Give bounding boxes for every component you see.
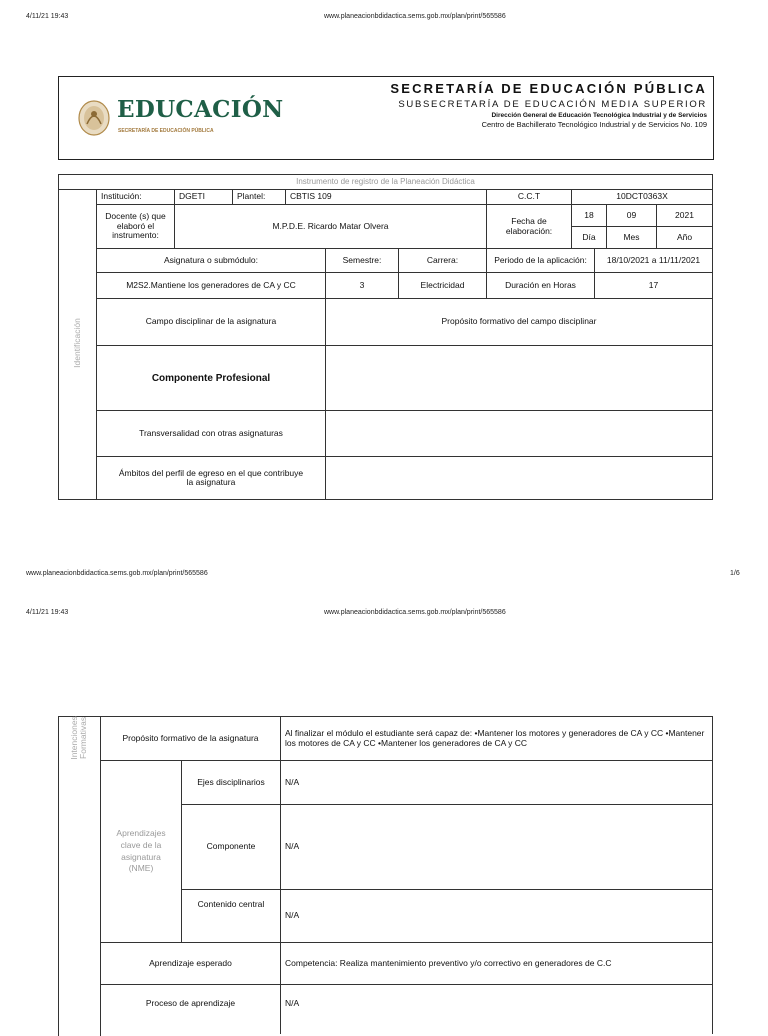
proposito-campo-label: Propósito formativo del campo disciplinar xyxy=(325,298,713,346)
header-direction: Dirección General de Educación Tecnológica Industrial y de Servicios xyxy=(491,112,707,119)
duracion-label: Duración en Horas xyxy=(486,272,595,299)
footer-url[interactable]: www.planeacionbdidactica.sems.gob.mx/plan/print/565586 xyxy=(26,570,208,577)
aprendizaje-esperado-label: Aprendizaje esperado xyxy=(100,942,281,985)
ambitos-label: Ámbitos del perfil de egreso en el que contribuye la asignatura xyxy=(96,456,326,500)
cct-value: 10DCT0363X xyxy=(571,189,713,205)
semestre-value: 3 xyxy=(325,272,399,299)
contenido-value: N/A xyxy=(280,889,713,943)
proposito-asignatura-value: Al finalizar el módulo el estudiante será capaz de: •Mantener los motores y generadores de CA y CC •Mantener los motores de CA y CC •Mantener los generadores de CA y CC xyxy=(280,716,713,761)
print-date-2: 4/11/21 19:43 xyxy=(26,609,69,616)
header-title: SECRETARÍA DE EDUCACIÓN PÚBLICA xyxy=(390,81,707,96)
proceso-value: N/A xyxy=(280,984,713,1034)
page-number: 1/6 xyxy=(730,570,740,577)
periodo-label: Periodo de la aplicación: xyxy=(486,248,595,273)
componente-label: Componente xyxy=(181,804,281,890)
institucion-value: DGETI xyxy=(174,189,233,205)
fecha-label: Fecha de elaboración: xyxy=(486,204,572,249)
asignatura-value: M2S2.Mantiene los generadores de CA y CC xyxy=(96,272,326,299)
logo-subtext: SECRETARÍA DE EDUCACIÓN PÚBLICA xyxy=(118,128,214,134)
campo-value: Componente Profesional xyxy=(96,345,326,411)
periodo-value: 18/10/2021 a 11/11/2021 xyxy=(594,248,713,273)
header-box xyxy=(58,76,714,160)
dia-label: Día xyxy=(571,226,607,249)
fecha-mes: 09 xyxy=(606,204,657,227)
institucion-label: Institución: xyxy=(96,189,175,205)
print-url-2[interactable]: www.planeacionbdidactica.sems.gob.mx/plan/print/565586 xyxy=(324,609,506,616)
form-caption: Instrumento de registro de la Planeación Didáctica xyxy=(58,174,713,190)
print-url[interactable]: www.planeacionbdidactica.sems.gob.mx/plan/print/565586 xyxy=(324,13,506,20)
anio-label: Año xyxy=(656,226,713,249)
carrera-label: Carrera: xyxy=(398,248,487,273)
duracion-value: 17 xyxy=(594,272,713,299)
campo-label: Campo disciplinar de la asignatura xyxy=(96,298,326,346)
print-date: 4/11/21 19:43 xyxy=(26,13,69,20)
ambitos-value xyxy=(325,456,713,500)
proposito-asignatura-label: Propósito formativo de la asignatura xyxy=(100,716,281,761)
aprendizaje-esperado-value: Competencia: Realiza mantenimiento preventivo y/o correctivo en generadores de C.C xyxy=(280,942,713,985)
asignatura-label: Asignatura o submódulo: xyxy=(96,248,326,273)
ejes-value: N/A xyxy=(280,760,713,805)
intenciones-label: Intenciones Formativas xyxy=(69,716,88,760)
transversalidad-label: Transversalidad con otras asignaturas xyxy=(96,410,326,457)
contenido-label: Contenido central xyxy=(181,889,281,943)
componente-value: N/A xyxy=(280,804,713,890)
semestre-label: Semestre: xyxy=(325,248,399,273)
mes-label: Mes xyxy=(606,226,657,249)
docente-value: M.P.D.E. Ricardo Matar Olvera xyxy=(174,204,487,249)
proposito-campo-value xyxy=(325,345,713,411)
cct-label: C.C.T xyxy=(486,189,572,205)
docente-label: Docente (s) que elaboró el instrumento: xyxy=(96,204,175,249)
identificacion-label: Identificación xyxy=(72,318,82,368)
transversalidad-value xyxy=(325,410,713,457)
carrera-value: Electricidad xyxy=(398,272,487,299)
header-center: Centro de Bachillerato Tecnológico Industrial y de Servicios No. 109 xyxy=(481,120,707,129)
ejes-label: Ejes disciplinarios xyxy=(181,760,281,805)
fecha-anio: 2021 xyxy=(656,204,713,227)
logo-word: EDUCACIÓN xyxy=(117,96,284,123)
fecha-dia: 18 xyxy=(571,204,607,227)
aprendizajes-clave-label: Aprendizajes clave de la asignatura (NME) xyxy=(100,760,182,943)
proceso-label: Proceso de aprendizaje xyxy=(100,984,281,1034)
education-logo xyxy=(77,94,284,142)
plantel-value: CBTIS 109 xyxy=(285,189,487,205)
plantel-label: Plantel: xyxy=(232,189,286,205)
header-subtitle: SUBSECRETARÍA DE EDUCACIÓN MEDIA SUPERIOR xyxy=(398,99,707,110)
national-seal-icon xyxy=(77,98,111,138)
